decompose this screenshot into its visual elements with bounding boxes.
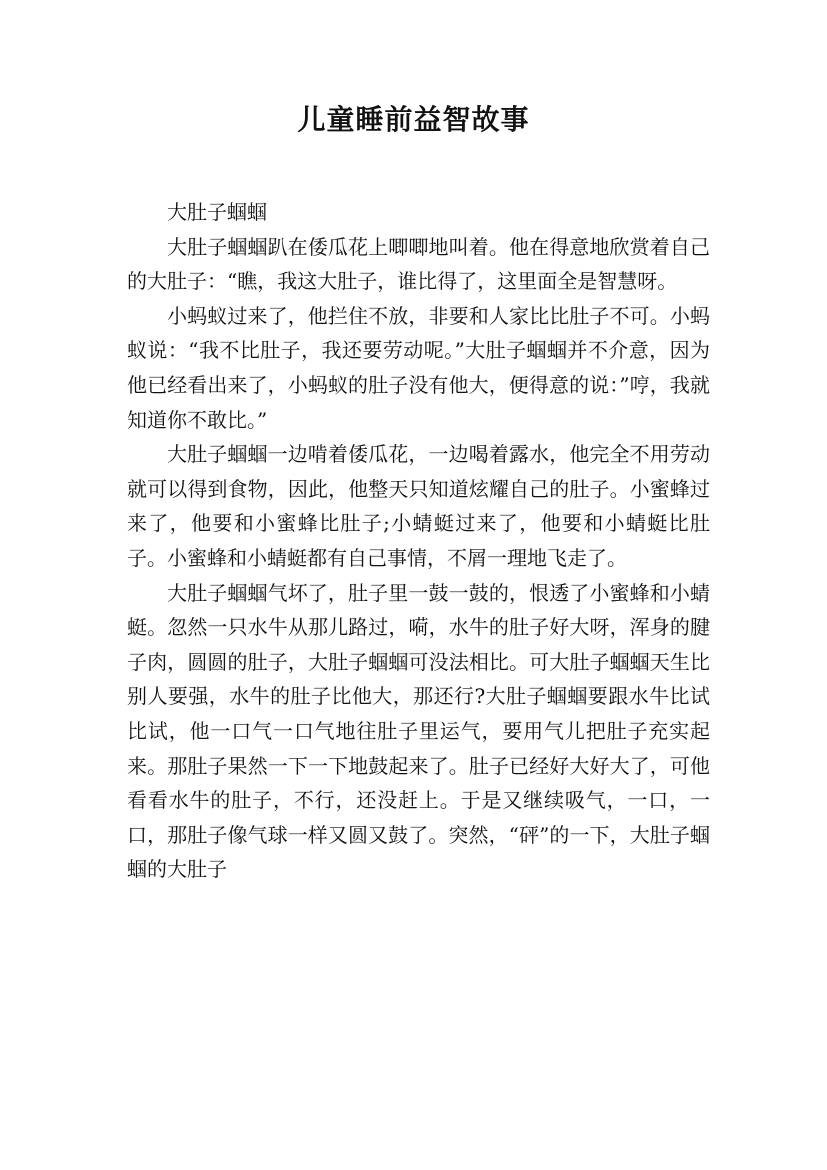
paragraph: 大肚子蝈蝈趴在倭瓜花上唧唧地叫着。他在得意地欣赏着自己的大肚子：“瞧，我这大肚子，谁比得了，这里面全是智慧呀。: [127, 234, 710, 294]
story-heading: 大肚子蝈蝈: [167, 200, 267, 224]
paragraph: 大肚子蝈蝈气坏了，肚子里一鼓一鼓的，恨透了小蜜蜂和小蜻蜓。忽然一只水牛从那儿路过，嗬，水牛的肚子好大呀，浑身的腱子肉，圆圆的肚子，大肚子蝈蝈可没法相比。可大肚子蝈蝈天生比别人要强，水牛的肚子比他大，那还行?大肚子蝈蝈要跟水牛比试比试，他一口气一口气地往肚子里运气，要用气儿把肚子充实起来。那肚子果然一下一下地鼓起来了。肚子已经好大好大了，可他看看水牛的肚子，不行，还没赶上。于是又继续吸气，一口，一口，那肚子像气球一样又圆又鼓了。突然，“砰”的一下，大肚子蝈蝈的大肚子: [127, 580, 710, 882]
paragraph: 小蚂蚁过来了，他拦住不放，非要和人家比比肚子不可。小蚂蚁说：“我不比肚子，我还要劳动呢。”大肚子蝈蝈并不介意，因为他已经看出来了，小蚂蚁的肚子没有他大，便得意的说：”哼，我就知道你不敢比。”: [127, 303, 710, 432]
document-title: 儿童睡前益智故事: [297, 103, 530, 136]
paragraph: 大肚子蝈蝈一边啃着倭瓜花，一边喝着露水，他完全不用劳动就可以得到食物，因此，他整天只知道炫耀自己的肚子。小蜜蜂过来了，他要和小蜜蜂比肚子;小蜻蜓过来了，他要和小蜻蜓比肚子。小蜜蜂和小蜻蜓都有自己事情，不屑一理地飞走了。: [127, 442, 710, 570]
document-body: [127, 195, 710, 887]
